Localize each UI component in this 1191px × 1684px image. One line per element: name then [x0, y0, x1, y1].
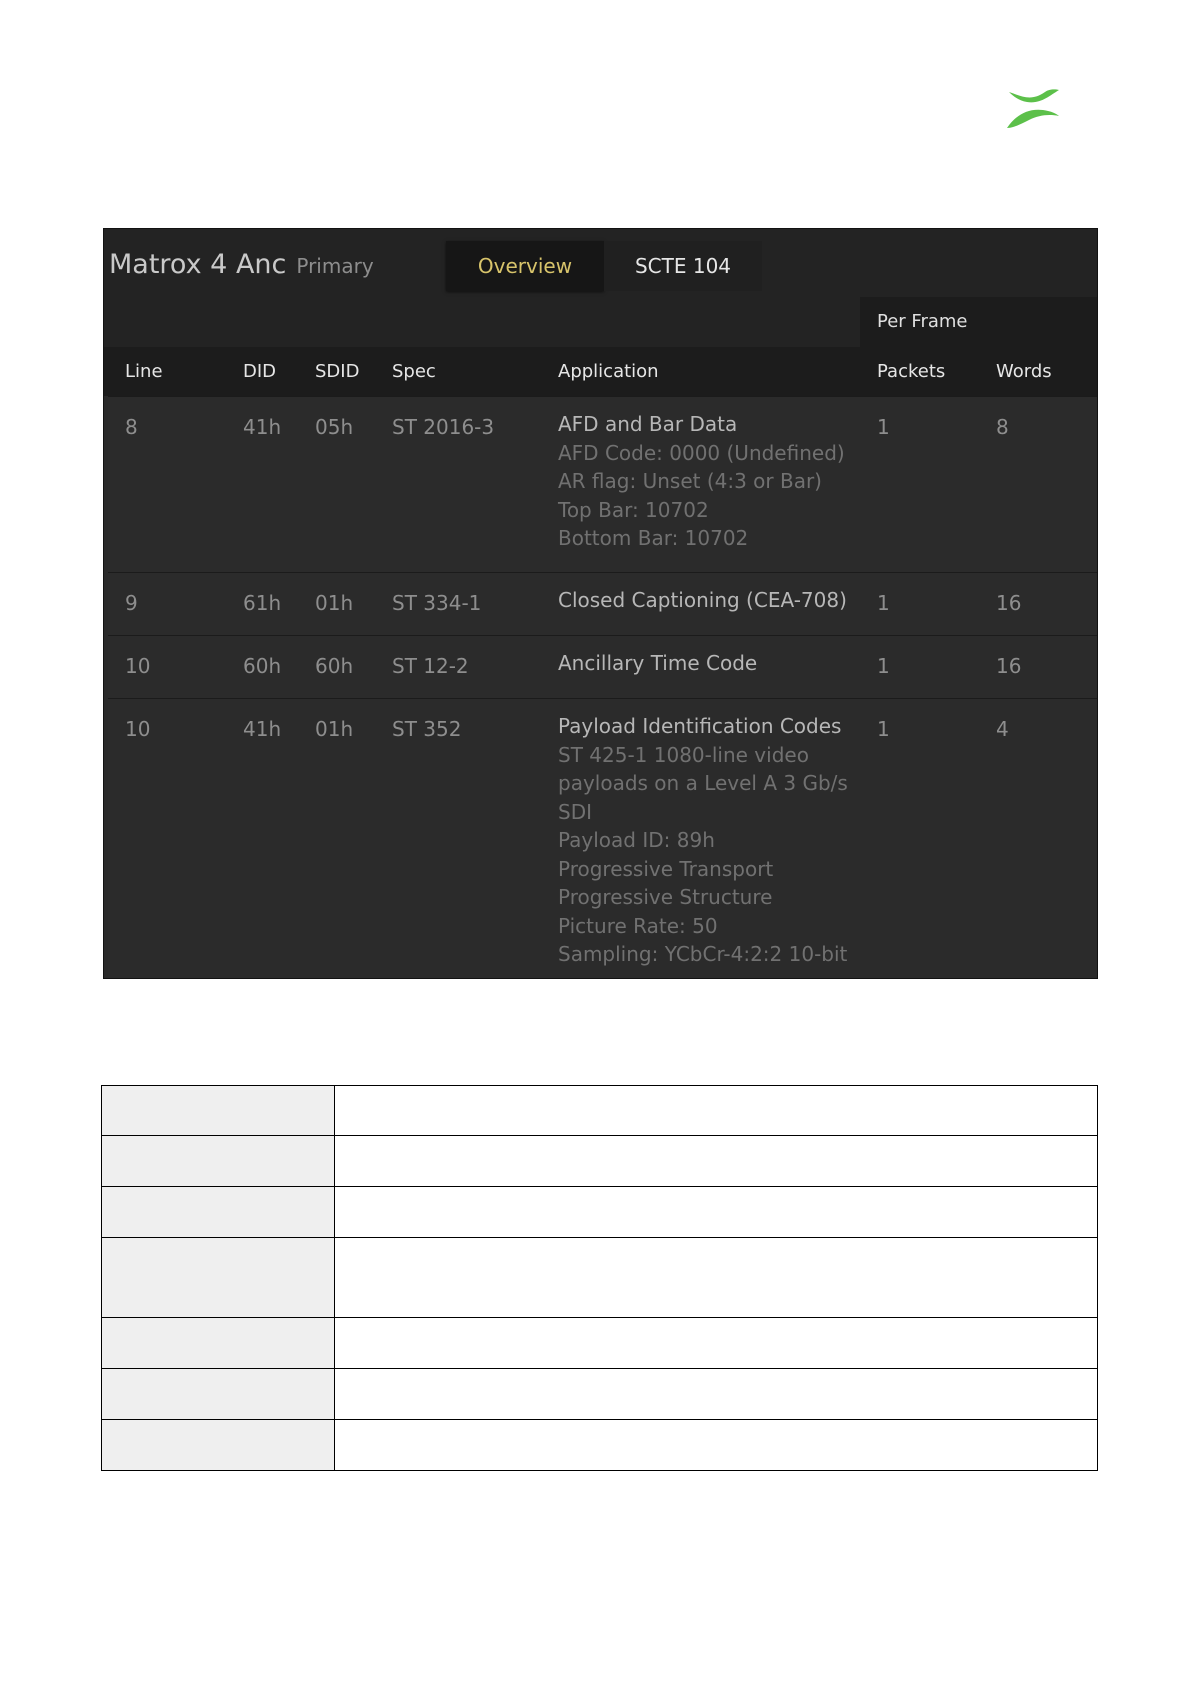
table-row[interactable] [108, 698, 1097, 979]
cell-did: 41h [243, 415, 282, 439]
application-detail: Bottom Bar: 10702 [558, 526, 749, 550]
cell-did: 60h [243, 654, 282, 678]
cell-words: 8 [996, 415, 1009, 439]
cell-application [558, 412, 848, 553]
column-header-packets[interactable]: Packets [877, 361, 946, 382]
tab-overview[interactable]: Overview [446, 241, 604, 291]
table-row [102, 1136, 1098, 1187]
table-key-cell [102, 1369, 335, 1420]
cell-spec: ST 12-2 [392, 654, 469, 678]
table-row [102, 1369, 1098, 1420]
table-key-cell [102, 1187, 335, 1238]
application-detail: Progressive Transport [558, 856, 774, 881]
cell-spec: ST 352 [392, 717, 462, 741]
application-detail: payloads on a Level A 3 Gb/s [558, 771, 848, 795]
table-row [102, 1187, 1098, 1238]
table-row [102, 1420, 1098, 1471]
application-detail: Progressive Structure [558, 885, 773, 909]
cell-sdid: 01h [315, 717, 354, 741]
table-row [102, 1086, 1098, 1136]
cell-spec: ST 334-1 [392, 591, 482, 615]
table-value-cell [335, 1086, 1098, 1136]
table-value-cell [335, 1369, 1098, 1420]
column-header-row [104, 347, 1097, 396]
cell-words: 16 [996, 654, 1022, 678]
column-header-did[interactable]: DID [243, 361, 277, 382]
table-value-cell [335, 1136, 1098, 1187]
company-logo-icon [1005, 86, 1061, 132]
table-value-cell [335, 1238, 1098, 1318]
cell-did: 41h [243, 717, 282, 741]
table-key-cell [102, 1238, 335, 1318]
table-value-cell [335, 1187, 1098, 1238]
application-detail: Payload ID: 89h [558, 828, 715, 852]
table-value-cell [335, 1420, 1098, 1471]
table-row[interactable] [108, 572, 1097, 636]
info-table [101, 1085, 1098, 1471]
column-header-line[interactable]: Line [125, 361, 163, 382]
table-row [102, 1318, 1098, 1369]
column-header-sdid[interactable]: SDID [315, 361, 360, 382]
table-key-cell [102, 1086, 335, 1136]
column-header-application[interactable]: Application [558, 361, 659, 382]
cell-packets: 1 [877, 591, 890, 615]
cell-line: 8 [125, 415, 138, 439]
cell-application [558, 714, 848, 969]
table-row[interactable] [108, 635, 1097, 699]
cell-line: 10 [125, 717, 151, 741]
cell-packets: 1 [877, 717, 890, 741]
cell-application [558, 651, 848, 678]
device-role: Primary [296, 254, 374, 278]
cell-sdid: 05h [315, 415, 354, 439]
tab-scte-104[interactable]: SCTE 104 [604, 241, 762, 291]
application-detail: AR flag: Unset (4:3 or Bar) [558, 469, 822, 493]
table-row[interactable] [108, 396, 1097, 573]
device-name: Matrox 4 Anc [109, 249, 287, 280]
cell-sdid: 01h [315, 591, 354, 615]
cell-words: 4 [996, 717, 1009, 741]
cell-words: 16 [996, 591, 1022, 615]
panel-title [109, 249, 374, 280]
application-name: Ancillary Time Code [558, 651, 758, 675]
per-frame-group-header: Per Frame [860, 297, 1098, 347]
application-name: Closed Captioning (CEA-708) [558, 588, 847, 612]
cell-sdid: 60h [315, 654, 354, 678]
table-row [102, 1238, 1098, 1318]
application-detail: Picture Rate: 50 [558, 913, 718, 938]
panel-header [104, 229, 1097, 347]
cell-packets: 1 [877, 415, 890, 439]
column-header-words[interactable]: Words [996, 361, 1052, 382]
cell-did: 61h [243, 591, 282, 615]
application-detail: SDI [558, 799, 592, 824]
table-value-cell [335, 1318, 1098, 1369]
table-key-cell [102, 1318, 335, 1369]
application-name: Payload Identification Codes [558, 714, 842, 738]
cell-application [558, 588, 848, 615]
cell-line: 10 [125, 654, 151, 678]
table-key-cell [102, 1136, 335, 1187]
application-detail: Sampling: YCbCr-4:2:2 10-bit [558, 942, 848, 966]
cell-line: 9 [125, 591, 138, 615]
application-detail: Top Bar: 10702 [558, 497, 709, 522]
application-detail: ST 425-1 1080-line video [558, 742, 809, 767]
cell-spec: ST 2016-3 [392, 415, 495, 439]
application-detail: AFD Code: 0000 (Undefined) [558, 440, 845, 465]
application-name: AFD and Bar Data [558, 412, 738, 436]
table-key-cell [102, 1420, 335, 1471]
ancillary-data-panel [103, 228, 1098, 979]
column-header-spec[interactable]: Spec [392, 361, 436, 382]
cell-packets: 1 [877, 654, 890, 678]
